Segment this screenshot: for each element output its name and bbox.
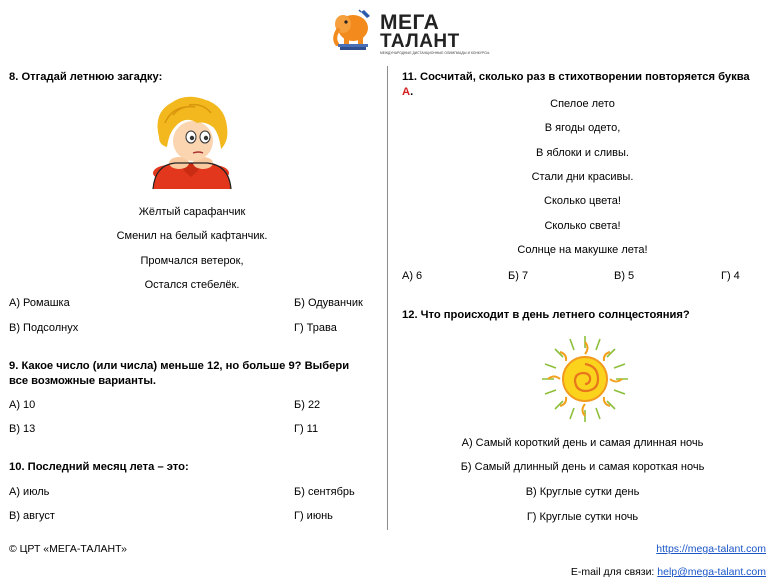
logo-title-line2: ТАЛАНТ (380, 31, 460, 52)
q11-title-line-1: 11. Сосчитай, сколько раз в стихотворении повторяется буква (402, 71, 750, 83)
q8-option-d[interactable]: Г) Трава (294, 322, 337, 334)
q12-option-d[interactable]: Г) Круглые сутки ночь (526, 511, 639, 523)
q11-letter: А (402, 86, 411, 98)
footer-copyright: © ЦРТ «МЕГА-ТАЛАНТ» (9, 543, 127, 555)
q12-option-c[interactable]: В) Круглые сутки день (525, 486, 640, 498)
elephant-logo-icon (330, 6, 376, 52)
q11-poem-line-1: Спелое лето (550, 98, 615, 110)
footer-email (571, 566, 766, 578)
q10-option-a[interactable]: А) июль (9, 486, 50, 498)
q8-riddle-line-4: Остался стебелёк. (144, 279, 240, 291)
sun-illustration (540, 334, 630, 424)
q11-option-d[interactable]: Г) 4 (721, 270, 740, 282)
q9-title-line-1: 9. Какое число (или числа) меньше 12, но больше 9? Выбери (9, 360, 350, 372)
q12-title: 12. Что происходит в день летнего солнцестояния? (402, 309, 690, 321)
q8-option-b[interactable]: Б) Одуванчик (294, 297, 363, 309)
q9-option-b[interactable]: Б) 22 (294, 399, 321, 411)
logo-title-line1: МЕГА (380, 11, 440, 34)
q11-poem-line-7: Солнце на макушке лета! (517, 244, 648, 256)
q12-option-b[interactable]: Б) Самый длинный день и самая короткая ночь (460, 461, 705, 473)
q9-option-a[interactable]: А) 10 (9, 399, 36, 411)
q11-poem-line-3: В яблоки и сливы. (536, 147, 629, 159)
q11-poem-line-5: Сколько цвета! (544, 195, 621, 207)
q11-poem-line-6: Сколько света! (544, 220, 621, 232)
q8-riddle-line-1: Жёлтый сарафанчик (138, 206, 246, 218)
q8-option-c[interactable]: В) Подсолнух (9, 322, 79, 334)
q10-option-d[interactable]: Г) июнь (294, 510, 333, 522)
footer-email-link[interactable]: help@mega-talant.com (657, 566, 766, 578)
q10-option-c[interactable]: В) август (9, 510, 55, 522)
q11-option-c[interactable]: В) 5 (614, 270, 635, 282)
q11-poem-line-2: В ягоды одето, (544, 122, 621, 134)
q9-option-c[interactable]: В) 13 (9, 423, 36, 435)
q10-option-b[interactable]: Б) сентябрь (294, 486, 355, 498)
footer-site-link[interactable]: https://mega-talant.com (656, 543, 766, 555)
q8-riddle-line-2: Сменил на белый кафтанчик. (116, 230, 268, 242)
logo (330, 6, 490, 55)
q8-option-a[interactable]: А) Ромашка (9, 297, 70, 309)
footer-email-label: E-mail для связи: (570, 566, 655, 578)
q9-title-line-2: все возможные варианты. (9, 375, 157, 387)
q8-title: 8. Отгадай летнюю загадку: (9, 71, 163, 83)
q11-title-line-2: А. (402, 86, 414, 98)
q11-option-b[interactable]: Б) 7 (508, 270, 529, 282)
q11-option-a[interactable]: А) 6 (402, 270, 423, 282)
logo-subtitle: МЕЖДУНАРОДНЫЕ ДИСТАНЦИОННЫЕ ОЛИМПИАДЫ И КОНКУРСЫ (380, 51, 490, 55)
q10-title: 10. Последний месяц лета – это: (9, 461, 189, 473)
q12-option-a[interactable]: А) Самый короткий день и самая длинная ночь (461, 437, 704, 449)
q9-option-d[interactable]: Г) 11 (294, 423, 319, 435)
q8-riddle-line-3: Промчался ветерок, (140, 255, 244, 267)
q11-poem-line-4: Стали дни красивы. (531, 171, 634, 183)
boy-illustration (145, 93, 237, 195)
column-divider (387, 66, 388, 530)
